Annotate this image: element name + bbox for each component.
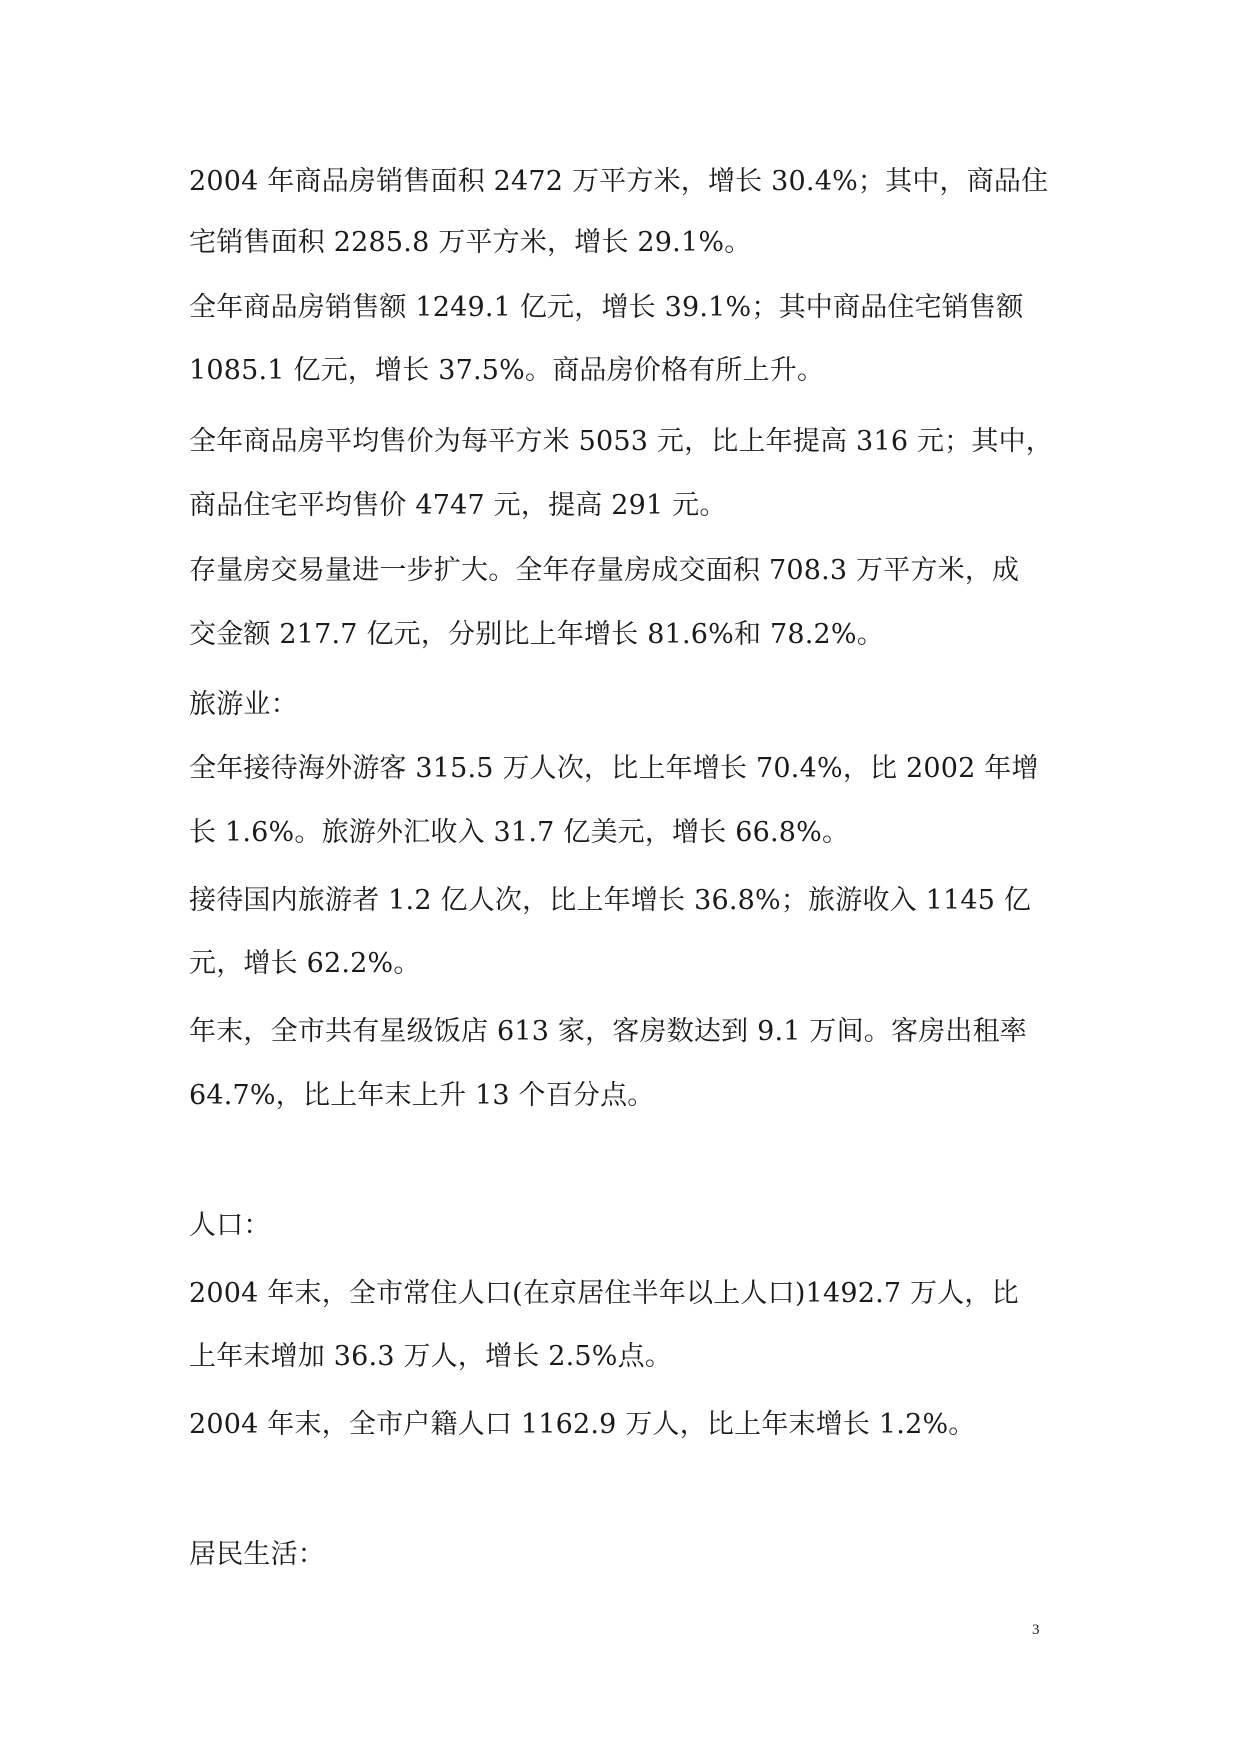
section-heading-tourism: 旅游业： (189, 689, 298, 720)
text-line: 元，增长 62.2%。 (189, 948, 421, 979)
text-line: 商品住宅平均售价 4747 元，提高 291 元。 (189, 490, 727, 521)
text-line: 接待国内旅游者 1.2 亿人次，比上年增长 36.8%；旅游收入 1145 亿 (189, 885, 1032, 916)
text-line: 存量房交易量进一步扩大。全年存量房成交面积 708.3 万平方米，成 (189, 555, 1020, 586)
text-line: 宅销售面积 2285.8 万平方米，增长 29.1%。 (189, 227, 752, 258)
text-line: 2004 年商品房销售面积 2472 万平方米，增长 30.4%；其中，商品住 (189, 166, 1049, 197)
text-line: 上年末增加 36.3 万人，增长 2.5%点。 (189, 1341, 673, 1372)
text-line: 年末，全市共有星级饭店 613 家，客房数达到 9.1 万间。客房出租率 (189, 1016, 1028, 1047)
text-line: 全年商品房销售额 1249.1 亿元，增长 39.1%；其中商品住宅销售额 (189, 292, 1024, 323)
text-line: 全年商品房平均售价为每平方米 5053 元，比上年提高 316 元；其中， (189, 426, 1053, 457)
text-line: 64.7%，比上年末上升 13 个百分点。 (189, 1080, 655, 1111)
text-line: 交金额 217.7 亿元，分别比上年增长 81.6%和 78.2%。 (189, 619, 884, 650)
text-line: 2004 年末，全市户籍人口 1162.9 万人，比上年末增长 1.2%。 (189, 1409, 976, 1440)
section-heading-resident-life: 居民生活： (189, 1539, 325, 1570)
text-line: 全年接待海外游客 315.5 万人次，比上年增长 70.4%，比 2002 年增 (189, 753, 1039, 784)
text-line: 长 1.6%。旅游外汇收入 31.7 亿美元，增长 66.8%。 (189, 817, 850, 848)
text-line: 2004 年末，全市常住人口(在京居住半年以上人口)1492.7 万人，比 (189, 1278, 1019, 1309)
text-line: 1085.1 亿元，增长 37.5%。商品房价格有所上升。 (189, 355, 825, 386)
page-number: 3 (1032, 1622, 1040, 1638)
section-heading-population: 人口： (189, 1210, 271, 1241)
